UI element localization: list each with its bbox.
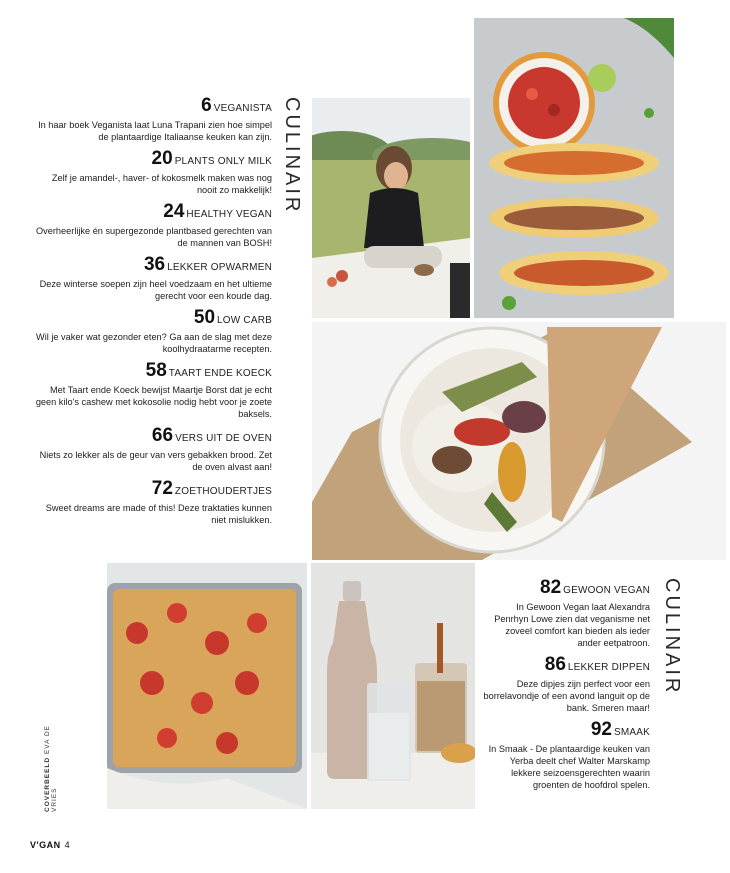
entry-number: 20 — [151, 148, 173, 169]
toc-entry — [480, 655, 650, 714]
toc-entry — [32, 255, 272, 302]
entry-description: In Gewoon Vegan laat Alexandra Penrhyn Lowe zien dat veganisme net zoveel comfort kan bieden als ieder ander eetpatroon. — [494, 602, 650, 648]
entry-description: Zelf je amandel-, haver- of kokosmelk maken was nog nooit zo makkelijk! — [51, 173, 272, 195]
entry-title: LEKKER OPWARMEN — [167, 262, 272, 273]
entry-description: Met Taart ende Koeck bewijst Maartje Borst dat je echt geen kilo's cashew met kokosolie nodig hebt voor je zoete baksels. — [35, 385, 272, 419]
photo-picnic — [312, 98, 470, 318]
toc-entry — [480, 720, 650, 791]
entry-title: TAART ENDE KOECK — [168, 368, 272, 379]
entry-number: 6 — [201, 95, 212, 116]
photo-focaccia — [107, 563, 307, 809]
magazine-brand: V'GAN — [30, 840, 61, 850]
credit-label: COVERBEELD — [44, 756, 51, 812]
toc-list-bottom — [480, 578, 650, 797]
photo-credit — [44, 712, 58, 812]
entry-number: 92 — [590, 719, 612, 740]
entry-title: PLANTS ONLY MILK — [174, 156, 272, 167]
entry-title: ZOETHOUDERTJES — [174, 486, 272, 497]
toc-entry — [32, 149, 272, 196]
entry-description: In Smaak - De plantaardige keuken van Yerba deelt chef Walter Marskamp lekkere seizoensgerechten waarin groenten de hoofdrol spelen. — [488, 744, 650, 790]
entry-title: LEKKER DIPPEN — [567, 662, 650, 673]
entry-number: 50 — [193, 307, 216, 328]
photo-bottle — [311, 563, 475, 809]
page-folio — [30, 840, 70, 850]
entry-description: Sweet dreams are made of this! Deze traktaties kunnen niet mislukken. — [45, 503, 272, 525]
entry-number: 82 — [540, 577, 562, 598]
entry-description: Niets zo lekker als de geur van vers gebakken brood. Zet de oven alvast aan! — [39, 450, 272, 472]
entry-description: Wil je vaker wat gezonder eten? Ga aan de slag met deze koolhydraatarme recepten. — [36, 332, 272, 354]
toc-entry — [32, 308, 272, 355]
entry-number: 24 — [163, 201, 185, 222]
entry-description: Deze dipjes zijn perfect voor een borrelavondje of een avond languit op de bank. Smeren maar! — [483, 679, 650, 713]
entry-number: 86 — [544, 654, 566, 675]
entry-title: LOW CARB — [217, 315, 272, 326]
section-label-top: CULINAIR — [281, 97, 303, 215]
entry-title: VERS UIT DE OVEN — [175, 433, 272, 444]
section-label-bottom: CULINAIR — [661, 578, 683, 696]
credit-name: EVA DE VRIES — [44, 725, 58, 812]
toc-entry — [480, 578, 650, 649]
toc-entry — [32, 361, 272, 420]
entry-title: VEGANISTA — [213, 103, 272, 114]
entry-title: GEWOON VEGAN — [563, 585, 650, 596]
photo-tacos — [474, 18, 674, 318]
entry-title: HEALTHY VEGAN — [186, 209, 272, 220]
toc-entry — [32, 202, 272, 249]
toc-entry — [32, 96, 272, 143]
entry-number: 66 — [151, 425, 174, 446]
toc-entry — [32, 426, 272, 473]
entry-number: 72 — [151, 478, 173, 499]
entry-description: In haar boek Veganista laat Luna Trapani zien hoe simpel de plantaardige Italiaanse keuken kan zijn. — [38, 120, 272, 142]
entry-number: 36 — [143, 254, 166, 275]
entry-title: SMAAK — [613, 727, 650, 738]
photo-bowl — [312, 322, 726, 560]
toc-entry — [32, 479, 272, 526]
toc-list-top — [32, 96, 272, 532]
page-number: 4 — [64, 840, 70, 850]
entry-description: Deze winterse soepen zijn heel voedzaam en het ultieme gerecht voor een koude dag. — [39, 279, 272, 301]
entry-number: 58 — [145, 360, 167, 381]
entry-description: Overheerlijke én supergezonde plantbased gerechten van de mannen van BOSH! — [36, 226, 272, 248]
